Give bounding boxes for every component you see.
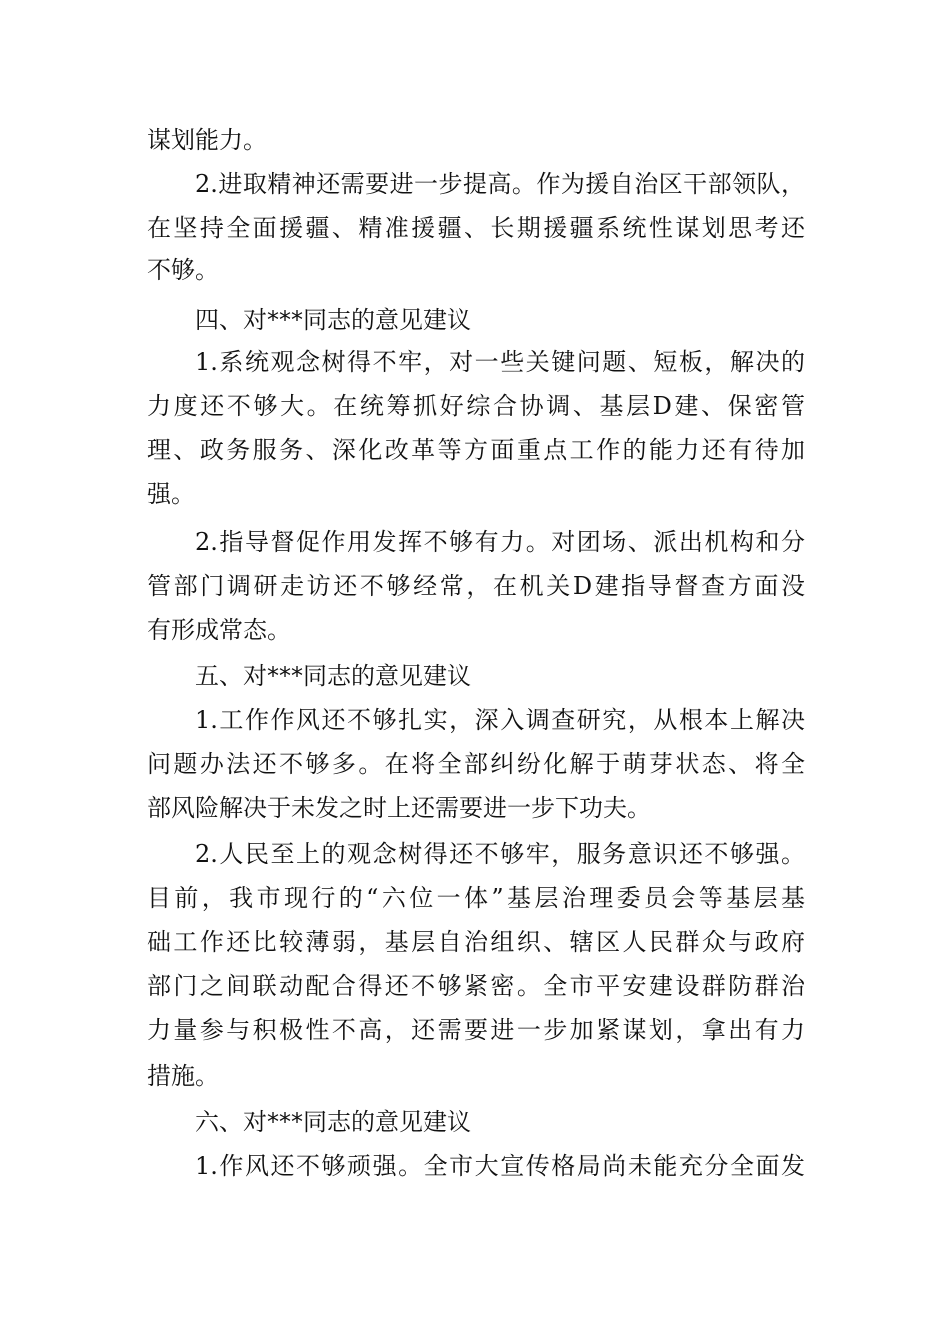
- section-heading-5: 五、对***同志的意见建议: [195, 662, 471, 690]
- text-line: 2.指导督促作用发挥不够有力。对团场、派出机构和分: [195, 528, 805, 556]
- text-line: 础工作还比较薄弱，基层自治组织、辖区人民群众与政府: [147, 928, 805, 956]
- section-heading-6: 六、对***同志的意见建议: [195, 1108, 471, 1136]
- text-line: 问题办法还不够多。在将全部纠纷化解于萌芽状态、将全: [147, 750, 805, 778]
- text-line: 有形成常态。: [147, 616, 291, 644]
- text-line: 1.系统观念树得不牢，对一些关键问题、短板，解决的: [195, 348, 805, 376]
- text-line: 部风险解决于未发之时上还需要进一步下功夫。: [147, 794, 651, 822]
- text-line: 管部门调研走访还不够经常，在机关D建指导督查方面没: [147, 572, 805, 600]
- text-line: 在坚持全面援疆、精准援疆、长期援疆系统性谋划思考还: [147, 214, 805, 242]
- text-line: 谋划能力。: [147, 126, 267, 154]
- text-line: 2.人民至上的观念树得还不够牢，服务意识还不够强。: [195, 840, 805, 868]
- text-line: 强。: [147, 480, 195, 508]
- text-line: 措施。: [147, 1062, 219, 1090]
- text-line: 1.工作作风还不够扎实，深入调查研究，从根本上解决: [195, 706, 805, 734]
- text-line: 部门之间联动配合得还不够紧密。全市平安建设群防群治: [147, 972, 805, 1000]
- text-line: 力量参与积极性不高，还需要进一步加紧谋划，拿出有力: [147, 1016, 805, 1044]
- text-line: 1.作风还不够顽强。全市大宣传格局尚未能充分全面发: [195, 1152, 805, 1180]
- text-line: 2.进取精神还需要进一步提高。作为援自治区干部领队，: [195, 170, 805, 198]
- text-line: 目前，我市现行的“六位一体”基层治理委员会等基层基: [147, 884, 805, 912]
- text-line: 力度还不够大。在统筹抓好综合协调、基层D建、保密管: [147, 392, 805, 420]
- text-line: 理、政务服务、深化改革等方面重点工作的能力还有待加: [147, 436, 805, 464]
- text-line: 不够。: [147, 256, 219, 284]
- section-heading-4: 四、对***同志的意见建议: [195, 306, 471, 334]
